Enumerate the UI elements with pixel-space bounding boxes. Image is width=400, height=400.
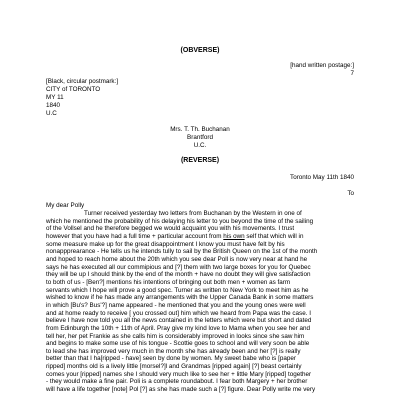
- postmark-description: [Black, circular postmark:]: [46, 78, 119, 85]
- letter-line: tell her, her pet Frankie as she calls him is considerably improved in looks since she saw him: [46, 332, 305, 340]
- letter-line: in which [Bu's? Bus'?] name appeared - he mentioned that you and the young ones were well: [46, 301, 306, 309]
- letter-line: nonappprearance - He tells us he intends tully to sail by the British Queen on the 1st of the month: [46, 248, 318, 256]
- letter-body: [46, 210, 354, 394]
- letter-line: will have a life together [note] Pol [?] as she has made such a [?] figure. Dear Polly write me very: [46, 386, 316, 394]
- reverse-heading: (REVERSE): [180, 157, 220, 164]
- letter-line: some measure make up for the great disappointment I know you must have felt by his: [46, 240, 285, 248]
- obverse-heading: (OBVERSE): [180, 47, 220, 54]
- letter-line: Turner received yesterday two letters from Buchanan by the Western in one of: [84, 210, 302, 217]
- letter-line: and begins to make some use of his tongue - Scottie goes to school and will very soon be able: [46, 340, 310, 348]
- letter-line-underlined: [46, 233, 354, 241]
- address-name: Mrs. T. Th. Buchanan: [170, 126, 230, 133]
- postmark-year: 1840: [46, 102, 61, 109]
- postage-value: 7: [350, 70, 354, 77]
- letter-line: ripped] months old is a lively little [morsel?]l and Grandmas [ripped again] [?] beast certainly: [46, 363, 302, 371]
- letter-line: believe I have now told you all the news contained in the letters which were but short and dated: [46, 317, 312, 325]
- postage-note: [hand written postage:]: [290, 62, 354, 69]
- letter-line: and hoped to reach home about the 20th which you see dear Poll is now very near at hand he: [46, 255, 308, 263]
- letter-date-line: Toronto May 11th 1840: [290, 174, 354, 181]
- letter-line: better than that I ha[ripped - have] seen by done by women. My sweet babe who is [paper: [46, 355, 296, 363]
- letter-line: servants which I hope will prove a good spec. Turner as written to New York to meet him as he: [46, 286, 309, 294]
- letter-line: - they would make a fine pair. Poli is a complete roundabout. I fear both Margery + her brother: [46, 378, 308, 386]
- address-region: U.C.: [193, 142, 207, 149]
- letter-line: which he mentioned the probability of his delaying his letter to you beyond the time of the sailing: [46, 217, 314, 225]
- letter-line: and at home ready to receive [ you crossed out] him which we heard from Papa was the case. I: [46, 309, 311, 317]
- letter-line: from Edinburgh the 10th + 11th of April. Pray give my kind love to Mama when you see her and: [46, 324, 310, 332]
- letter-line: wished to know if he has made any arrangements with the Upper Canada Bank in some matters: [46, 294, 314, 302]
- letter-to-line: To: [347, 190, 354, 197]
- letter-line: to lead she has improved very much in the month she has already been and her [?] is really: [46, 347, 301, 355]
- letter-line: of the Vollsel and he therefore begged we would acquaint you with his movements. I trust: [46, 225, 295, 233]
- letter-line: comes your [ripped] names she I should very much like to see her + little Mary [ripped] together: [46, 370, 312, 378]
- address-town: Brantford: [187, 134, 213, 141]
- letter-line-with-underline: however that you have had a full time + particular account from his own self that which will in: [46, 232, 304, 240]
- postmark-region: U.C: [46, 110, 57, 117]
- letter-line: says he has executed all our commipious and [?] them with two large boxes for you for Quebec: [46, 263, 311, 271]
- postmark-date: MY 11: [46, 94, 64, 101]
- letter-line: they will be up I should think by the end of the month + have no doubt they will give satisfaction: [46, 271, 311, 279]
- letter-salutation: My dear Polly: [46, 202, 85, 209]
- postmark-city: CITY of TORONTO: [46, 86, 101, 93]
- letter-line: to both of us - [Ben?] mentions his intentions of bringing out both men + women as farm: [46, 278, 291, 286]
- underlined-phrase: his own: [223, 232, 245, 240]
